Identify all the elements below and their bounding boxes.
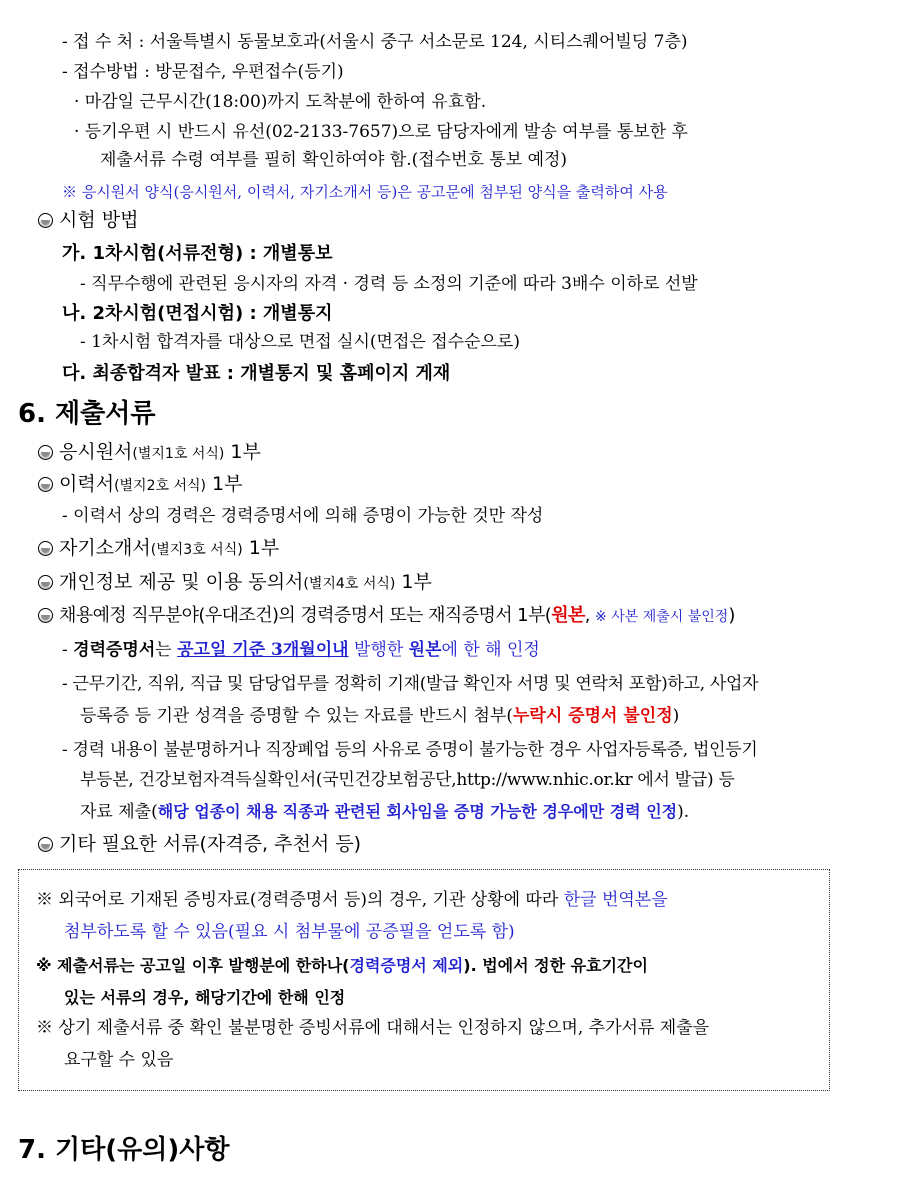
section-6-heading: 6. 제출서류 — [18, 399, 156, 429]
doc-period-desc: - 근무기간, 직위, 직급 및 담당업무를 정확히 기재(발급 확인자 서명 및 연락처 포함)하고, 사업자 — [62, 674, 759, 694]
bullet-icon — [38, 445, 53, 460]
exam-method-title: 시험 방법 — [38, 208, 138, 232]
form-note: ※ 응시원서 양식(응시원서, 이력서, 자기소개서 등)은 공고문에 첨부된 양식을 출력하여 사용 — [62, 183, 668, 201]
note-foreign-language: ※ 외국어로 기재된 증빙자료(경력증명서 등)의 경우, 기관 상황에 따라 한글 번역본을 — [36, 890, 668, 910]
reception-registered-mail-cont: 제출서류 수령 여부를 필히 확인하여야 함.(접수번호 통보 예정) — [100, 150, 568, 170]
bullet-icon — [38, 575, 53, 590]
note-unclear-docs: ※ 상기 제출서류 중 확인 불분명한 증빙서류에 대해서는 인정하지 않으며, 추가서류 제출을 — [36, 1018, 710, 1038]
doc-item-resume: 이력서(별지2호 서식) 1부 — [38, 472, 242, 498]
note-unclear-docs-cont: 요구할 수 있음 — [64, 1050, 174, 1070]
exam-second-title: 나. 2차시험(면접시험) : 개별통지 — [62, 303, 333, 324]
doc-item-application: 응시원서(별지1호 서식) 1부 — [38, 440, 261, 466]
doc-unclear-desc-cont: 부등본, 건강보험자격득실확인서(국민건강보험공단,http://www.nhic.or.kr 에서 발급) 등 — [80, 770, 735, 790]
bullet-icon — [38, 477, 53, 492]
section-7-heading: 7. 기타(유의)사항 — [18, 1135, 230, 1165]
doc-item-career-cert: 채용예정 직무분야(우대조건)의 경력증명서 또는 재직증명서 1부(원본, ※ 사본 제출시 불인정) — [38, 604, 735, 629]
exam-first-desc: - 직무수행에 관련된 응시자의 자격 · 경력 등 소정의 기준에 따라 3배수 이하로 선발 — [80, 274, 698, 294]
reception-place: - 접 수 처 : 서울특별시 동물보호과(서울시 중구 서소문로 124, 시티스퀘어빌딩 7층) — [62, 32, 688, 52]
doc-item-privacy-consent: 개인정보 제공 및 이용 동의서(별지4호 서식) 1부 — [38, 570, 432, 596]
bullet-icon — [38, 608, 53, 623]
exam-first-title: 가. 1차시험(서류전형) : 개별통보 — [62, 243, 333, 264]
reception-deadline: · 마감일 근무시간(18:00)까지 도착분에 한하여 유효함. — [74, 92, 487, 112]
reception-method: - 접수방법 : 방문접수, 우편접수(등기) — [62, 62, 344, 82]
exam-second-desc: - 1차시험 합격자를 대상으로 면접 실시(면접은 접수순으로) — [80, 332, 520, 352]
doc-unclear-desc: - 경력 내용이 불분명하거나 직장폐업 등의 사유로 증명이 불가능한 경우 사업자등록증, 법인등기 — [62, 740, 758, 760]
reception-registered-mail: · 등기우편 시 반드시 유선(02-2133-7657)으로 담당자에게 발송 여부를 통보한 후 — [74, 122, 688, 142]
doc-period-desc-cont: 등록증 등 기관 성격을 증명할 수 있는 자료를 반드시 첨부(누락시 증명서 불인정) — [80, 706, 680, 726]
note-issue-date-cont: 있는 서류의 경우, 해당기간에 한해 인정 — [64, 988, 346, 1007]
note-issue-date: ※ 제출서류는 공고일 이후 발행분에 한하나(경력증명서 제외). 법에서 정한 유효기간이 — [36, 956, 648, 975]
bullet-icon — [38, 541, 53, 556]
note-foreign-language-cont: 첨부하도록 할 수 있음(필요 시 첨부물에 공증필을 얻도록 함) — [64, 922, 515, 942]
exam-final-title: 다. 최종합격자 발표 : 개별통지 및 홈페이지 게재 — [62, 363, 451, 384]
bullet-icon — [38, 213, 53, 228]
bullet-icon — [38, 837, 53, 852]
doc-career-cert-desc: - 경력증명서는 공고일 기준 3개월이내 발행한 원본에 한 해 인정 — [62, 640, 540, 660]
doc-unclear-desc-end: 자료 제출(해당 업종이 채용 직종과 관련된 회사임을 증명 가능한 경우에만 경력 인정). — [80, 802, 690, 822]
doc-item-self-intro: 자기소개서(별지3호 서식) 1부 — [38, 536, 279, 562]
doc-resume-desc: - 이력서 상의 경력은 경력증명서에 의해 증명이 가능한 것만 작성 — [62, 506, 544, 526]
doc-item-other: 기타 필요한 서류(자격증, 추천서 등) — [38, 832, 361, 856]
